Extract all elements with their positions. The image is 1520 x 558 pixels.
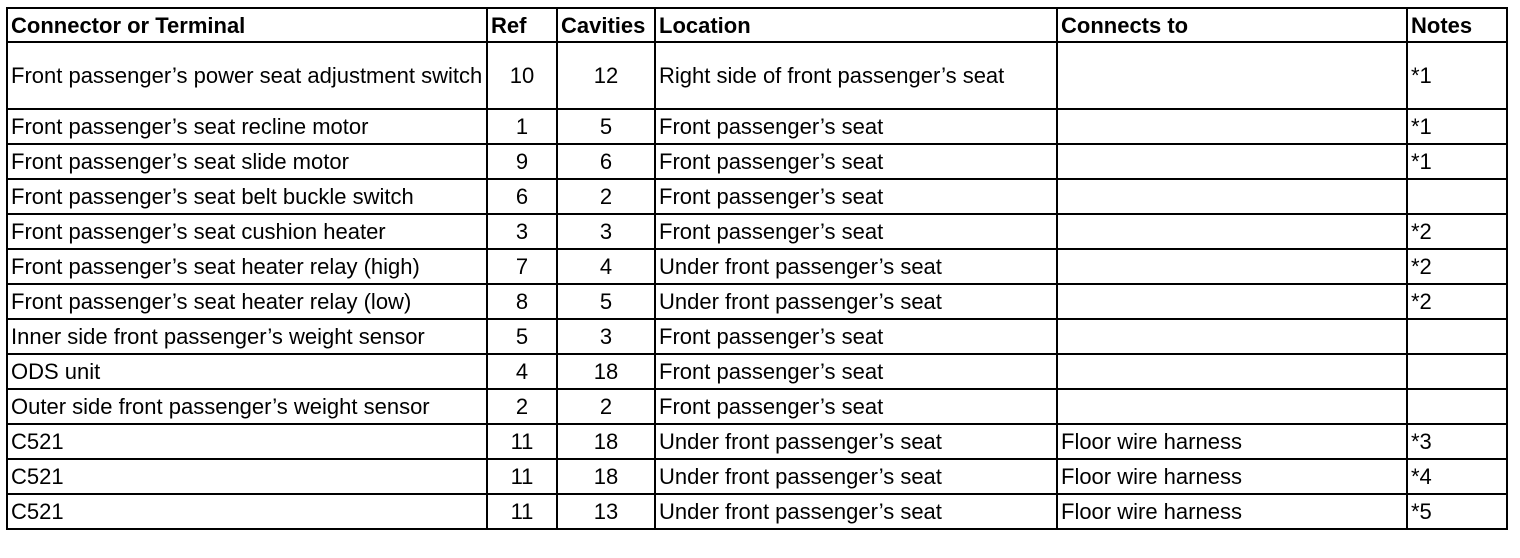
- cell-notes: *2: [1407, 214, 1507, 249]
- cell-notes: *3: [1407, 424, 1507, 459]
- table-row: [7, 389, 1507, 424]
- cell-cavities: 5: [557, 284, 655, 319]
- cell-connects-to: Floor wire harness: [1057, 494, 1407, 529]
- cell-connector: Front passenger’s seat belt buckle switch: [7, 179, 487, 214]
- cell-notes: *4: [1407, 459, 1507, 494]
- header-cavities: Cavities: [557, 8, 655, 42]
- cell-cavities: 5: [557, 109, 655, 144]
- cell-cavities: 6: [557, 144, 655, 179]
- cell-ref: 7: [487, 249, 557, 284]
- cell-connector: Front passenger’s seat cushion heater: [7, 214, 487, 249]
- cell-cavities: 2: [557, 389, 655, 424]
- cell-connector: ODS unit: [7, 354, 487, 389]
- cell-notes: [1407, 179, 1507, 214]
- cell-location: Front passenger’s seat: [655, 354, 1057, 389]
- connector-table: [6, 7, 1508, 530]
- cell-connector: C521: [7, 494, 487, 529]
- cell-location: Front passenger’s seat: [655, 144, 1057, 179]
- cell-connects-to: [1057, 249, 1407, 284]
- cell-ref: 2: [487, 389, 557, 424]
- cell-ref: 8: [487, 284, 557, 319]
- cell-location: Front passenger’s seat: [655, 319, 1057, 354]
- cell-cavities: 3: [557, 319, 655, 354]
- table-row: [7, 319, 1507, 354]
- cell-connector: Front passenger’s seat heater relay (low): [7, 284, 487, 319]
- header-notes: Notes: [1407, 8, 1507, 42]
- table-row: [7, 109, 1507, 144]
- cell-connector: C521: [7, 424, 487, 459]
- cell-connector: Outer side front passenger’s weight sensor: [7, 389, 487, 424]
- cell-notes: *2: [1407, 249, 1507, 284]
- cell-cavities: 18: [557, 424, 655, 459]
- cell-ref: 4: [487, 354, 557, 389]
- cell-cavities: 2: [557, 179, 655, 214]
- header-connector: Connector or Terminal: [7, 8, 487, 42]
- cell-cavities: 18: [557, 354, 655, 389]
- table-row: [7, 144, 1507, 179]
- cell-connects-to: [1057, 354, 1407, 389]
- cell-notes: *1: [1407, 42, 1507, 109]
- cell-location: Front passenger’s seat: [655, 179, 1057, 214]
- table-header: [7, 8, 1507, 42]
- cell-cavities: 18: [557, 459, 655, 494]
- table-row: [7, 354, 1507, 389]
- cell-notes: *1: [1407, 109, 1507, 144]
- table-row: [7, 284, 1507, 319]
- cell-ref: 10: [487, 42, 557, 109]
- cell-ref: 11: [487, 424, 557, 459]
- cell-connector: Inner side front passenger’s weight sensor: [7, 319, 487, 354]
- cell-notes: [1407, 319, 1507, 354]
- cell-ref: 5: [487, 319, 557, 354]
- table-row: [7, 249, 1507, 284]
- cell-connector: Front passenger’s seat heater relay (high): [7, 249, 487, 284]
- table-row: [7, 42, 1507, 109]
- cell-location: Under front passenger’s seat: [655, 494, 1057, 529]
- cell-notes: *5: [1407, 494, 1507, 529]
- cell-ref: 11: [487, 459, 557, 494]
- cell-location: Under front passenger’s seat: [655, 459, 1057, 494]
- table-row: [7, 459, 1507, 494]
- cell-cavities: 4: [557, 249, 655, 284]
- cell-connector: Front passenger’s power seat adjustment switch: [7, 42, 487, 109]
- cell-location: Front passenger’s seat: [655, 389, 1057, 424]
- cell-ref: 3: [487, 214, 557, 249]
- cell-connector: Front passenger’s seat slide motor: [7, 144, 487, 179]
- table-row: [7, 179, 1507, 214]
- cell-location: Front passenger’s seat: [655, 214, 1057, 249]
- table-row: [7, 214, 1507, 249]
- cell-connects-to: [1057, 42, 1407, 109]
- cell-connects-to: [1057, 319, 1407, 354]
- cell-location: Under front passenger’s seat: [655, 249, 1057, 284]
- cell-connects-to: [1057, 144, 1407, 179]
- cell-connector: C521: [7, 459, 487, 494]
- cell-notes: *1: [1407, 144, 1507, 179]
- cell-ref: 6: [487, 179, 557, 214]
- cell-location: Right side of front passenger’s seat: [655, 42, 1057, 109]
- cell-connects-to: [1057, 109, 1407, 144]
- cell-connects-to: [1057, 284, 1407, 319]
- cell-connects-to: Floor wire harness: [1057, 424, 1407, 459]
- cell-connects-to: [1057, 214, 1407, 249]
- cell-ref: 11: [487, 494, 557, 529]
- cell-notes: *2: [1407, 284, 1507, 319]
- cell-cavities: 12: [557, 42, 655, 109]
- table-body: [7, 42, 1507, 529]
- cell-location: Under front passenger’s seat: [655, 284, 1057, 319]
- cell-connects-to: Floor wire harness: [1057, 459, 1407, 494]
- cell-ref: 1: [487, 109, 557, 144]
- cell-connects-to: [1057, 389, 1407, 424]
- cell-notes: [1407, 389, 1507, 424]
- cell-location: Front passenger’s seat: [655, 109, 1057, 144]
- cell-cavities: 13: [557, 494, 655, 529]
- header-connects-to: Connects to: [1057, 8, 1407, 42]
- cell-cavities: 3: [557, 214, 655, 249]
- header-location: Location: [655, 8, 1057, 42]
- cell-notes: [1407, 354, 1507, 389]
- header-ref: Ref: [487, 8, 557, 42]
- table-row: [7, 494, 1507, 529]
- cell-ref: 9: [487, 144, 557, 179]
- table-row: [7, 424, 1507, 459]
- cell-connector: Front passenger’s seat recline motor: [7, 109, 487, 144]
- header-row: [7, 8, 1507, 42]
- cell-location: Under front passenger’s seat: [655, 424, 1057, 459]
- cell-connects-to: [1057, 179, 1407, 214]
